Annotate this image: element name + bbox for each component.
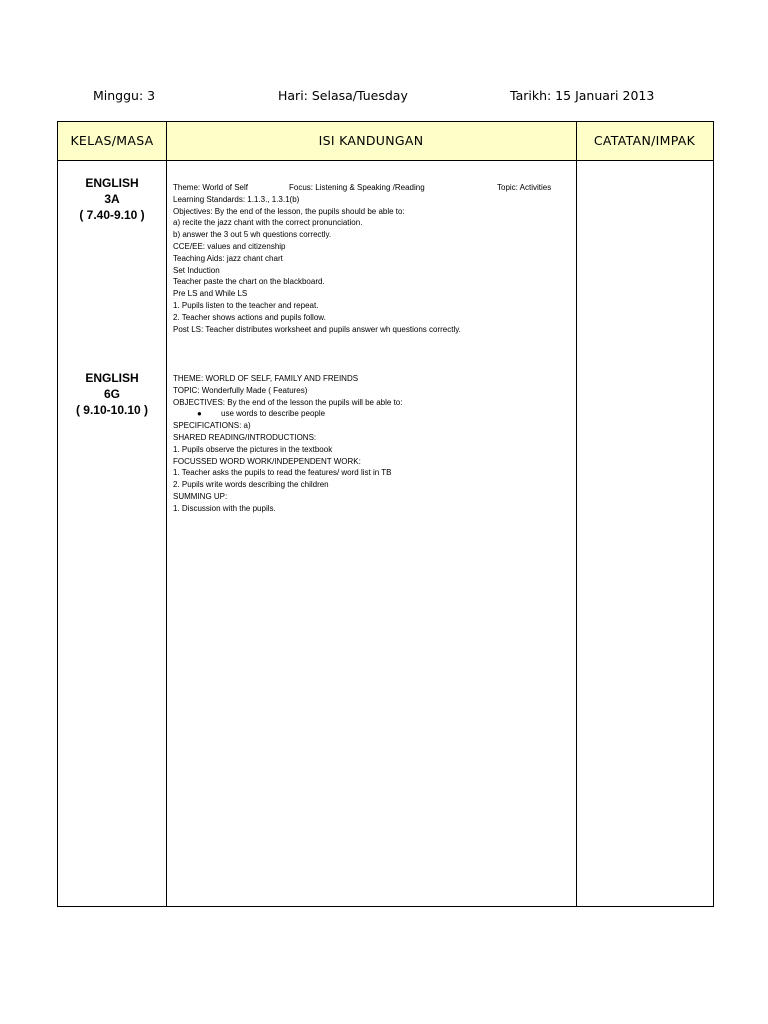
kelas-subject: ENGLISH bbox=[85, 176, 139, 190]
content-line: SPECIFICATIONS: a) bbox=[173, 421, 251, 431]
tarikh-label: Tarikh: 15 Januari 2013 bbox=[510, 88, 655, 103]
content-line: b) answer the 3 out 5 wh questions correctly. bbox=[173, 230, 332, 240]
content-line: THEME: WORLD OF SELF, FAMILY AND FREINDS bbox=[173, 374, 359, 383]
content-line: FOCUSSED WORD WORK/INDEPENDENT WORK: bbox=[173, 456, 361, 466]
focus-text: Focus: Listening & Speaking /Reading bbox=[289, 183, 425, 192]
content-line: Teacher paste the chart on the blackboard. bbox=[173, 277, 325, 287]
column-divider bbox=[576, 122, 577, 906]
kelas-cell-3a bbox=[58, 175, 166, 223]
content-line: 1. Teacher asks the pupils to read the features/ word list in TB bbox=[173, 468, 392, 478]
theme-text: Theme: World of Self bbox=[173, 183, 248, 192]
content-line: TOPIC: Wonderfully Made ( Features) bbox=[173, 385, 308, 395]
content-line: 2. Teacher shows actions and pupils follow. bbox=[173, 312, 326, 322]
content-line: Set Induction bbox=[173, 265, 220, 275]
content-line: 2. Pupils write words describing the children bbox=[173, 480, 329, 490]
kelas-subject: ENGLISH bbox=[85, 371, 139, 385]
content-line: SHARED READING/INTRODUCTIONS: bbox=[173, 432, 317, 442]
lesson-plan-table bbox=[57, 121, 714, 907]
bullet-text: use words to describe people bbox=[221, 409, 326, 419]
bullet-item bbox=[173, 408, 573, 420]
content-line: Post LS: Teacher distributes worksheet and pupils answer wh questions correctly. bbox=[173, 324, 461, 334]
content-line: 1. Pupils listen to the teacher and repeat. bbox=[173, 300, 319, 310]
column-divider bbox=[166, 122, 167, 906]
content-line: CCE/EE: values and citizenship bbox=[173, 241, 286, 251]
minggu-label: Minggu: 3 bbox=[93, 88, 156, 103]
content-line: OBJECTIVES: By the end of the lesson the pupils will be able to: bbox=[173, 397, 403, 407]
content-cell-6g bbox=[173, 373, 573, 515]
content-line: 1. Pupils observe the pictures in the textbook bbox=[173, 444, 333, 454]
content-line: a) recite the jazz chant with the correct pronunciation. bbox=[173, 218, 363, 228]
column-header-isi: ISI KANDUNGAN bbox=[318, 133, 424, 148]
kelas-class: 6G bbox=[103, 387, 120, 401]
kelas-cell-6g bbox=[58, 370, 166, 418]
bullet-icon: ● bbox=[197, 409, 202, 419]
kelas-class: 3A bbox=[104, 192, 120, 206]
topic-text: Topic: Activities bbox=[497, 183, 552, 192]
content-line: Objectives: By the end of the lesson, the pupils should be able to: bbox=[173, 206, 405, 216]
kelas-time: ( 9.10-10.10 ) bbox=[75, 403, 149, 417]
column-header-catatan: CATATAN/IMPAK bbox=[593, 133, 696, 148]
theme-line bbox=[173, 182, 573, 194]
content-cell-3a bbox=[173, 182, 573, 335]
content-line: Learning Standards: 1.1.3., 1.3.1(b) bbox=[173, 194, 300, 204]
header-line bbox=[0, 88, 768, 106]
table-header-row bbox=[58, 122, 713, 161]
content-line: SUMMING UP: bbox=[173, 491, 228, 501]
kelas-time: ( 7.40-9.10 ) bbox=[79, 208, 145, 222]
content-line: Teaching Aids: jazz chant chart bbox=[173, 253, 283, 263]
content-line: 1. Discussion with the pupils. bbox=[173, 503, 276, 513]
hari-label: Hari: Selasa/Tuesday bbox=[278, 88, 408, 103]
content-line: Pre LS and While LS bbox=[173, 289, 248, 299]
column-header-kelas: KELAS/MASA bbox=[70, 133, 154, 148]
